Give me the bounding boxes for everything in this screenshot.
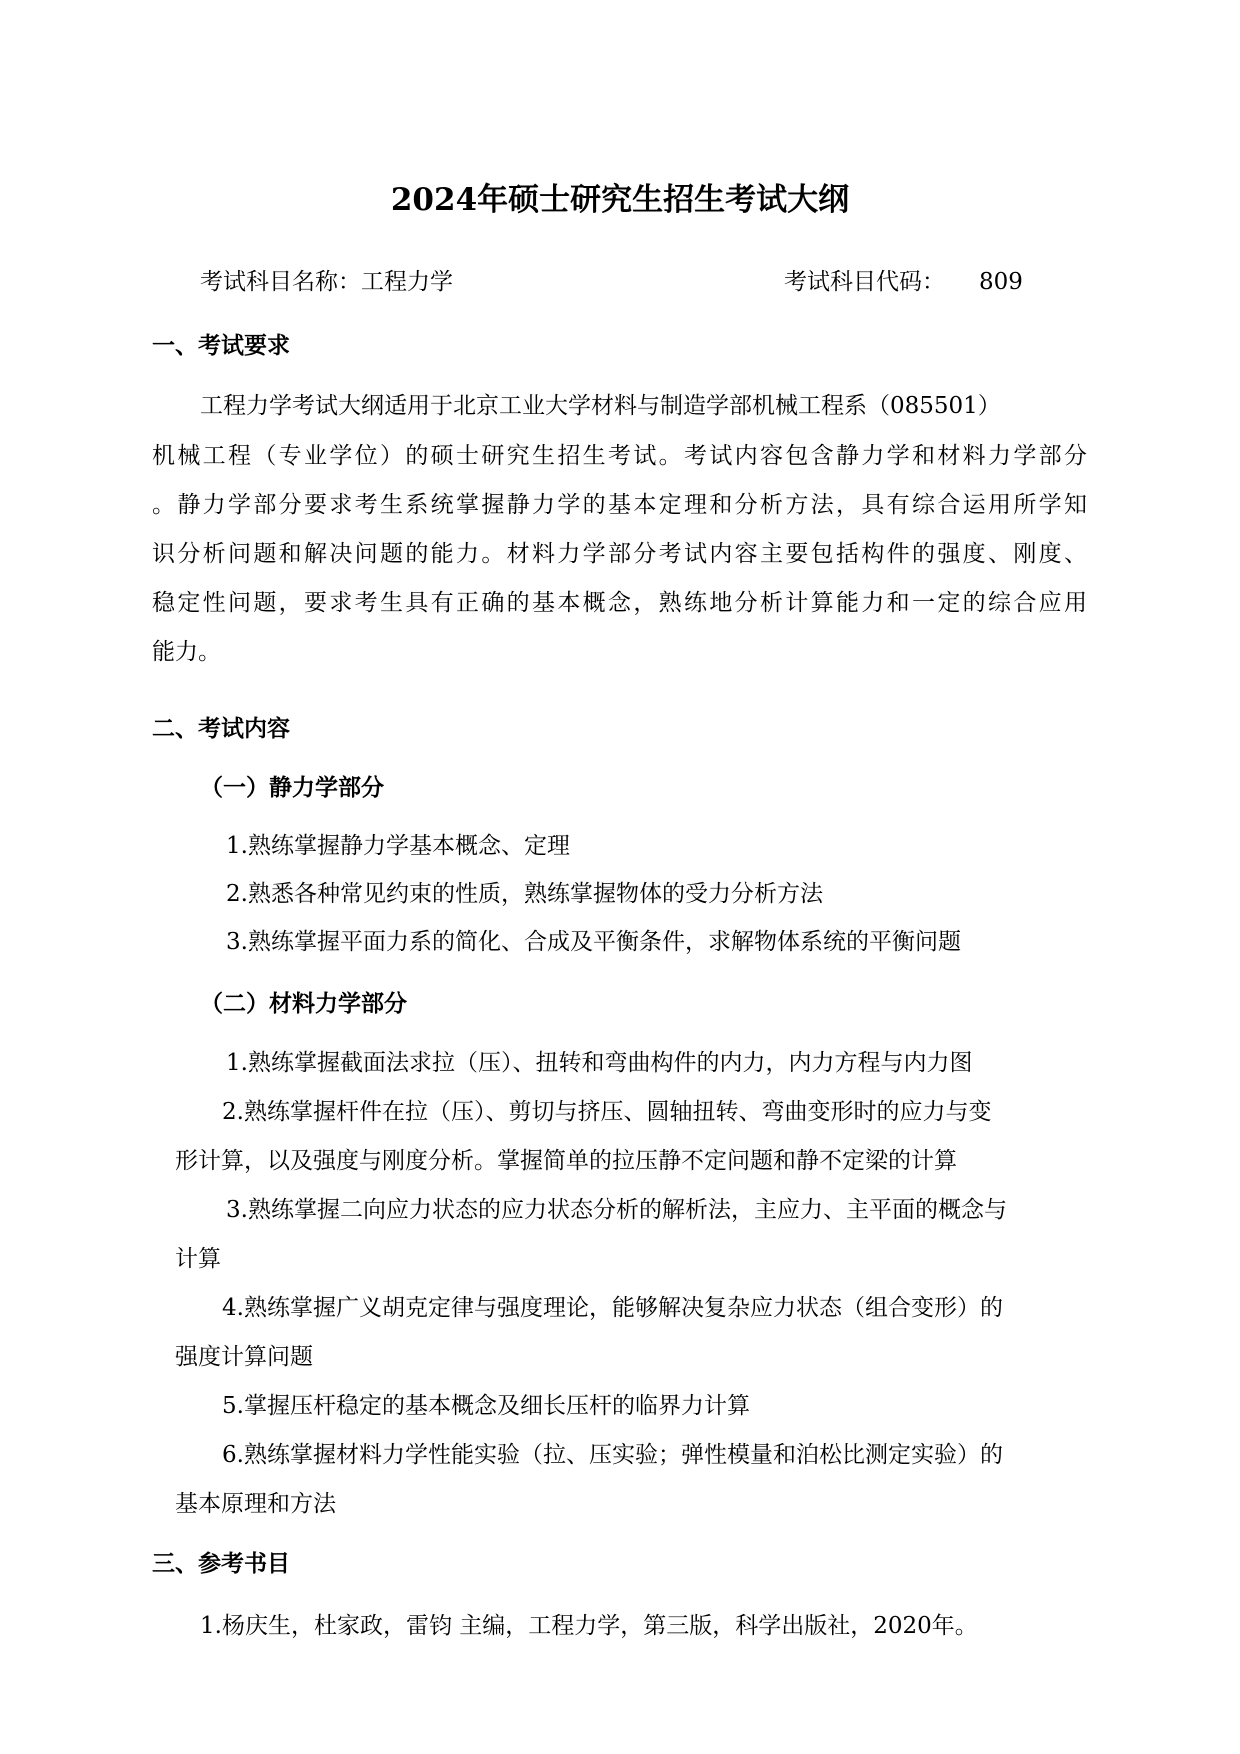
- list-item: 4.熟练掌握广义胡克定律与强度理论，能够解决复杂应力状态（组合变形）的: [222, 1295, 1003, 1321]
- paragraph-line: 工程力学考试大纲适用于北京工业大学材料与制造学部机械工程系（085501）: [200, 393, 1001, 419]
- list-item: 6.熟练掌握材料力学性能实验（拉、压实验；弹性模量和泊松比测定实验）的: [222, 1442, 1003, 1468]
- list-item: 3.熟练掌握二向应力状态的应力状态分析的解析法，主应力、主平面的概念与: [226, 1197, 1007, 1223]
- subject-code-label: 考试科目代码：: [784, 269, 945, 295]
- part-1-heading: （一）静力学部分: [200, 774, 384, 801]
- paragraph-line: 识分析问题和解决问题的能力。材料力学部分考试内容主要包括构件的强度、刚度、: [152, 541, 1087, 567]
- list-item-continuation: 强度计算问题: [175, 1344, 313, 1370]
- list-item: 5.掌握压杆稳定的基本概念及细长压杆的临界力计算: [222, 1393, 750, 1419]
- paragraph-line: 机械工程（专业学位）的硕士研究生招生考试。考试内容包含静力学和材料力学部分: [152, 443, 1087, 469]
- section-2-heading: 二、考试内容: [152, 715, 290, 742]
- list-item: 1.熟练掌握截面法求拉（压）、扭转和弯曲构件的内力，内力方程与内力图: [226, 1050, 973, 1076]
- subject-code: [784, 266, 1023, 298]
- subject-name: 考试科目名称：工程力学: [200, 269, 453, 295]
- section-3-heading: 三、参考书目: [152, 1550, 290, 1577]
- reference-item: 1.杨庆生，杜家政，雷钧 主编，工程力学，第三版，科学出版社，2020年。: [200, 1613, 978, 1639]
- list-item: 1.熟练掌握静力学基本概念、定理: [226, 833, 570, 859]
- document-title: 2024年硕士研究生招生考试大纲: [390, 182, 850, 218]
- list-item-continuation: 基本原理和方法: [175, 1491, 336, 1517]
- paragraph-line: 。静力学部分要求考生系统掌握静力学的基本定理和分析方法，具有综合运用所学知: [152, 492, 1087, 518]
- list-item: 2.熟练掌握杆件在拉（压）、剪切与挤压、圆轴扭转、弯曲变形时的应力与变: [222, 1099, 992, 1125]
- list-item: 3.熟练掌握平面力系的简化、合成及平衡条件，求解物体系统的平衡问题: [226, 929, 961, 955]
- section-1-heading: 一、考试要求: [152, 332, 290, 359]
- list-item-continuation: 形计算，以及强度与刚度分析。掌握简单的拉压静不定问题和静不定梁的计算: [175, 1148, 957, 1174]
- part-2-heading: （二）材料力学部分: [200, 990, 407, 1017]
- list-item: 2.熟悉各种常见约束的性质，熟练掌握物体的受力分析方法: [226, 881, 823, 907]
- list-item-continuation: 计算: [175, 1246, 221, 1272]
- paragraph-line: 能力。: [152, 639, 221, 665]
- paragraph-line: 稳定性问题，要求考生具有正确的基本概念，熟练地分析计算能力和一定的综合应用: [152, 590, 1087, 616]
- subject-code-value: 809: [979, 269, 1023, 295]
